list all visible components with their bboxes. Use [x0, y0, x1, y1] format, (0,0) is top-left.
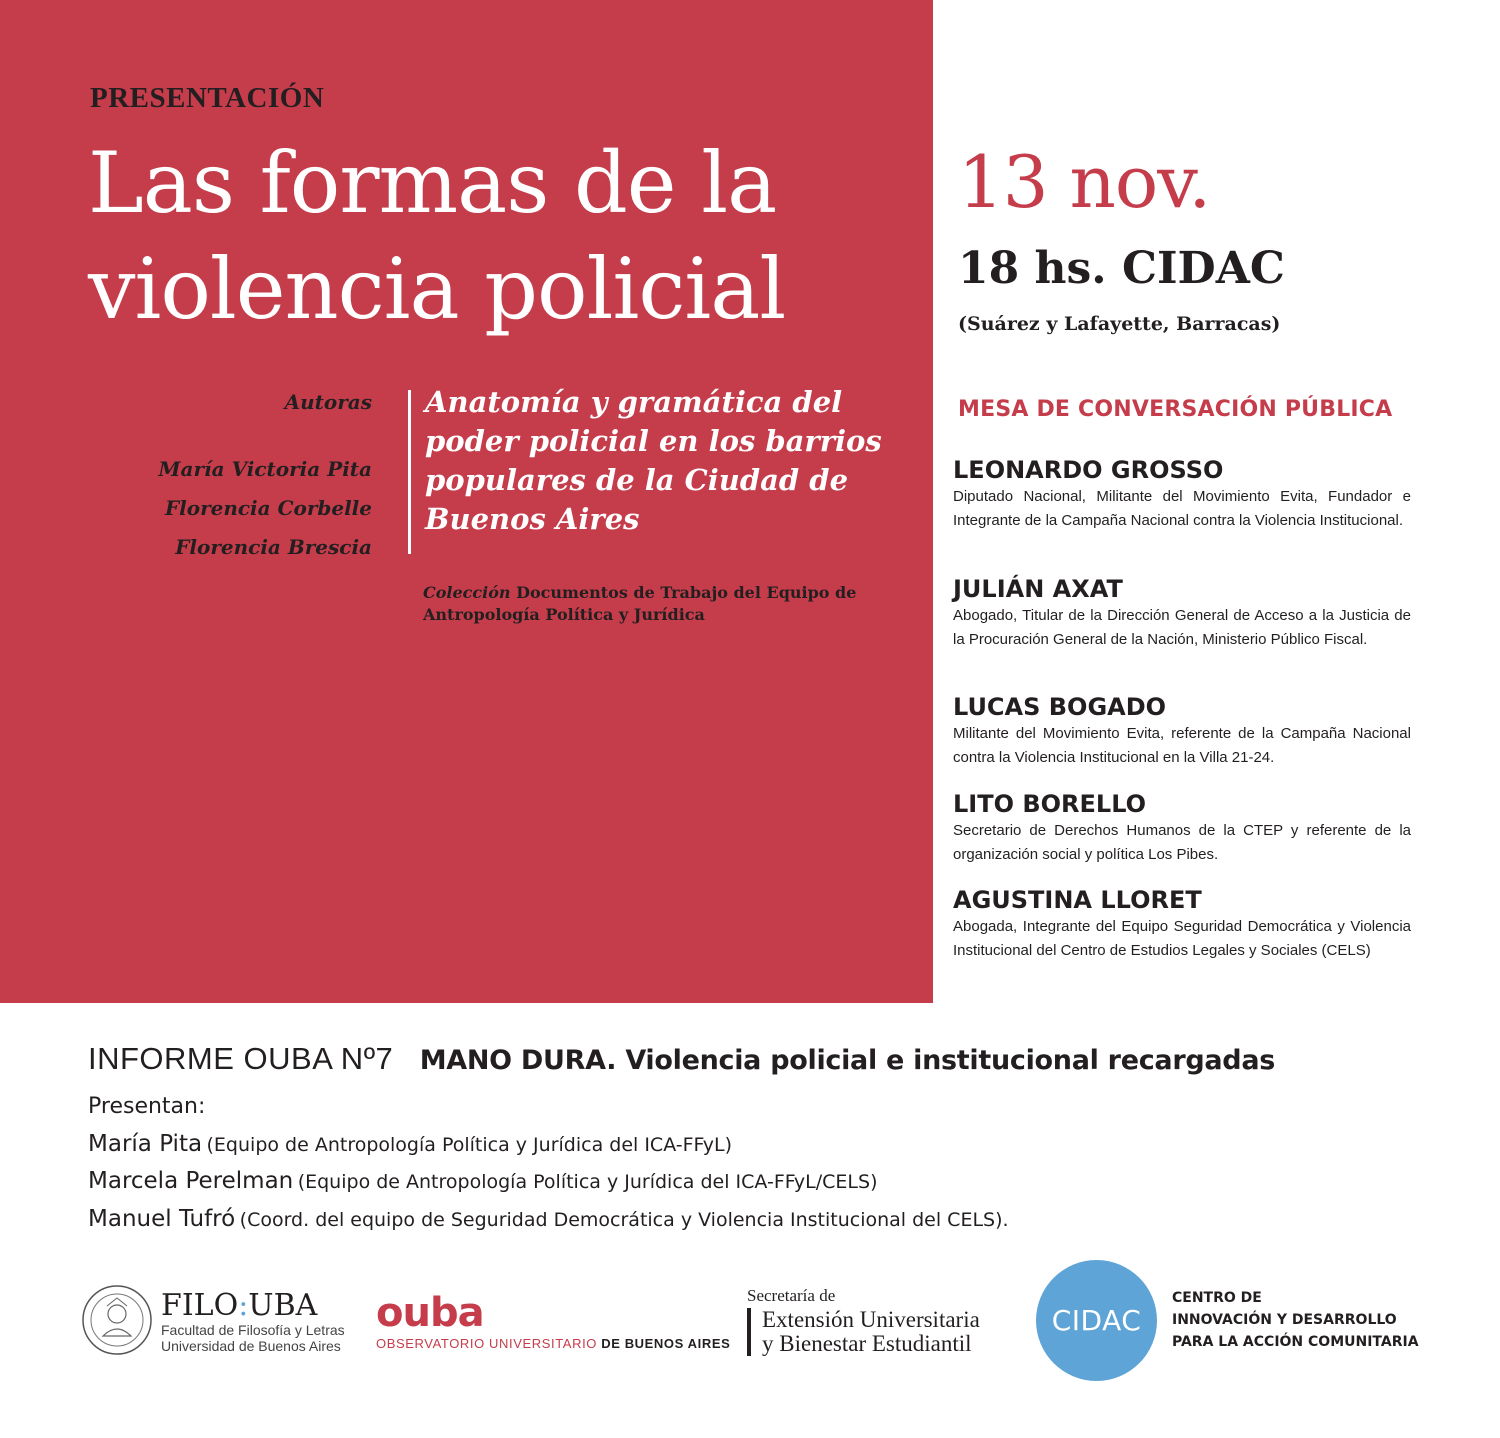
speaker-card: [953, 789, 1411, 867]
author-name: María Victoria Pita: [158, 457, 372, 481]
speaker-description: Diputado Nacional, Militante del Movimiento Evita, Fundador e Integrante de la Campaña Nacional contra la Violencia Institucional.: [953, 488, 1411, 529]
main-title-line: violencia policial: [88, 240, 786, 338]
report-title: MANO DURA. Violencia policial e institucional recargadas: [419, 1045, 1276, 1076]
ouba-subtitle: [376, 1336, 730, 1351]
subtitle-line: populares de la Ciudad de: [425, 463, 849, 497]
filo-uba-wordmark: [161, 1290, 345, 1322]
event-date: 13 nov.: [958, 140, 1211, 224]
speaker-description: Secretario de Derechos Humanos de la CTEP y referente de la organización social y política Los Pibes.: [953, 822, 1411, 863]
author-name: Florencia Brescia: [175, 535, 372, 559]
filo-faculty: Facultad de Filosofía y Letras: [161, 1322, 345, 1338]
collection-text: Documentos de Trabajo del Equipo de Antropología Política y Jurídica: [423, 583, 857, 624]
authors-label: Autoras: [284, 390, 372, 414]
presenter-line: [88, 1131, 732, 1157]
cidac-name-line: CENTRO DE: [1172, 1290, 1262, 1306]
presenter-line: [88, 1206, 1009, 1232]
presenter-affiliation: (Equipo de Antropología Política y Jurídica del ICA-FFyL): [206, 1134, 732, 1156]
presenter-name: María Pita: [88, 1131, 203, 1157]
secretaria-line: y Bienestar Estudiantil: [762, 1331, 972, 1356]
speaker-card: [953, 692, 1411, 770]
event-address: (Suárez y Lafayette, Barracas): [958, 313, 1281, 335]
secretaria-logo: [747, 1286, 980, 1356]
filo-name-right: UBA: [248, 1288, 318, 1323]
speaker-name: AGUSTINA LLORET: [953, 886, 1202, 914]
speaker-name: LEONARDO GROSSO: [953, 456, 1224, 484]
main-title-line: Las formas de la: [88, 134, 777, 232]
presenter-line: [88, 1168, 878, 1194]
event-time-venue: 18 hs. CIDAC: [958, 243, 1285, 294]
subtitle-line: poder policial en los barrios: [425, 424, 882, 458]
report-label: INFORME OUBA Nº7: [88, 1041, 394, 1076]
subtitle-line: Anatomía y gramática del: [425, 385, 843, 419]
book-subtitle: [425, 383, 905, 539]
cidac-circle-text: CIDAC: [1051, 1304, 1142, 1337]
speaker-card: [953, 574, 1411, 652]
cidac-name-line: INNOVACIÓN Y DESARROLLO: [1172, 1312, 1397, 1328]
author-name: Florencia Corbelle: [164, 496, 372, 520]
secretaria-prefix: Secretaría de: [747, 1286, 836, 1305]
ouba-wordmark: ouba: [376, 1290, 484, 1336]
ouba-subtitle-dark: DE BUENOS AIRES: [601, 1336, 731, 1351]
speaker-name: LUCAS BOGADO: [953, 693, 1167, 721]
report-heading: [88, 1041, 1275, 1077]
speaker-card: [953, 885, 1411, 963]
presenter-affiliation: (Equipo de Antropología Política y Jurídica del ICA-FFyL/CELS): [297, 1171, 878, 1193]
speaker-name: JULIÁN AXAT: [953, 575, 1123, 603]
ouba-logo: [376, 1290, 731, 1351]
filo-name-separator: :: [238, 1288, 249, 1323]
speaker-description: Abogada, Integrante del Equipo Seguridad Democrática y Violencia Institucional del Centro de Estudios Legales y Sociales (CELS): [953, 918, 1411, 959]
cidac-name-line: PARA LA ACCIÓN COMUNITARIA: [1172, 1334, 1419, 1350]
panel-heading: MESA DE CONVERSACIÓN PÚBLICA: [958, 397, 1393, 422]
presenters-label: Presentan:: [88, 1094, 206, 1119]
ouba-subtitle-red: OBSERVATORIO UNIVERSITARIO: [376, 1336, 597, 1351]
vertical-divider: [408, 390, 411, 554]
speaker-description: Militante del Movimiento Evita, referente de la Campaña Nacional contra la Violencia Institucional en la Villa 21-24.: [953, 725, 1411, 766]
secretaria-body: [747, 1308, 980, 1356]
collection-label: Colección: [423, 583, 511, 602]
subtitle-line: Buenos Aires: [425, 502, 640, 536]
secretaria-line: Extensión Universitaria: [762, 1307, 980, 1332]
speaker-description: Abogado, Titular de la Dirección General de Acceso a la Justicia de la Procuración General de la Nación, Ministerio Público Fiscal.: [953, 607, 1411, 648]
filo-uba-logo: [161, 1290, 345, 1354]
eyebrow-label: PRESENTACIÓN: [90, 82, 325, 114]
cidac-logo-circle: [1036, 1260, 1157, 1381]
filo-university: Universidad de Buenos Aires: [161, 1338, 341, 1354]
speaker-name: LITO BORELLO: [953, 790, 1147, 818]
cidac-full-name: [1172, 1287, 1419, 1353]
speaker-card: [953, 455, 1411, 533]
collection-note: [423, 582, 903, 626]
presenter-affiliation: (Coord. del equipo de Seguridad Democrática y Violencia Institucional del CELS).: [239, 1209, 1009, 1231]
presenter-name: Marcela Perelman: [88, 1168, 294, 1194]
presenter-name: Manuel Tufró: [88, 1206, 236, 1232]
uba-seal-icon: [81, 1284, 153, 1356]
filo-name-left: FILO: [161, 1288, 239, 1323]
main-title: [88, 130, 928, 342]
